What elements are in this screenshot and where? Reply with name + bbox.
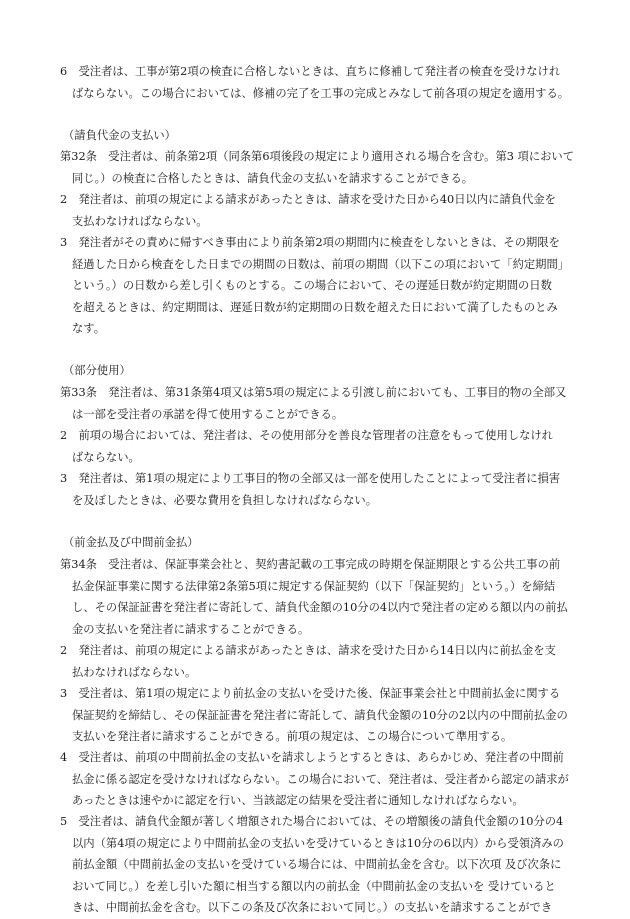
text-line: 受注者は、第1項の規定により前払金の支払いを受けた後、保証事業会社と中間前払金に関する (67, 687, 561, 700)
text-line: 前項の場合においては、発注者は、その使用部分を善良な管理者の注意をもって使用しなけれ (67, 429, 553, 442)
article-32-3 (60, 232, 575, 340)
text-line: 受注者は、請負代金額が著しく増額された場合においては、その増額後の請負代金額の10分の4 (67, 815, 564, 828)
article-34-3 (60, 683, 575, 748)
section-heading-33: （部分使用） (63, 364, 131, 377)
item-number: 3 (60, 236, 68, 249)
text-line: ばならない。 (72, 450, 140, 464)
article-number: 第33条 (60, 386, 97, 399)
text-line: を超えるときは、約定期間は、遅延日数が約定期間の日数を超えた日において満了したものとみ (72, 300, 558, 314)
article-32-2 (60, 189, 575, 232)
item-number: 6 (60, 65, 68, 78)
article-33-3 (60, 468, 575, 511)
item-number: 2 (60, 193, 68, 206)
text-line: 以内（第4項の規定により中間前払金の支払いを受けているときは10分の6以内）から受領済みの (72, 836, 564, 850)
item-number: 3 (60, 687, 68, 700)
text-line: を及ぼしたときは、必要な費用を負担しなければならない。 (72, 493, 378, 507)
text-line: 発注者は、前項の規定による請求があったときは、請求を受けた日から40日以内に請負代金を (67, 193, 556, 206)
article-34-2 (60, 640, 575, 683)
text-line: おいて同じ。）を差し引いた額に相当する額以内の前払金（中間前払金の支払いを 受けていると (72, 879, 556, 893)
text-line: 発注者がその責めに帰すべき事由により前条第2項の期間内に検査をしないときは、その期限を (67, 236, 560, 249)
article-number: 第32条 (60, 150, 97, 163)
section-heading-34: （前金払及び中間前金払） (63, 536, 199, 549)
text-line: きは、中間前払金を含む。以下この条及び次条において同じ。）の支払いを請求することができ (72, 901, 553, 914)
text-line: という。）の日数から差し引くものとする。この場合において、その遅延日数が約定期間の日数 (72, 279, 552, 292)
article-32-1 (60, 146, 575, 189)
text-line: 払わなければならない。 (72, 665, 197, 679)
article-number: 第34条 (60, 558, 97, 571)
text-line: は一部を受注者の承諾を得て使用することができる。 (72, 407, 344, 421)
paragraph-32-6 (60, 61, 575, 104)
text-line: し、その保証証書を発注者に寄託して、請負代金額の10分の4以内で発注者の定める額以内の前払 (72, 601, 568, 614)
text-line: 受注者は、前条第2項（同条第6項後段の規定により適用される場合を含む。第3 項において (96, 150, 575, 163)
article-34-5 (60, 811, 575, 919)
text-line: 受注者は、前項の中間前払金の支払いを請求しようとするときは、あらかじめ、発注者の中間前 (67, 751, 564, 764)
text-line: 支払いを発注者に請求することができる。前項の規定は、この場合について準用する。 (72, 730, 513, 743)
item-number: 5 (60, 815, 68, 828)
article-33-2 (60, 425, 575, 468)
item-number: 4 (60, 751, 68, 764)
text-line: なす。 (72, 322, 105, 335)
text-line: 経過した日から検査をした日までの期間の日数は、前項の期間（以下この項において「約定期間」 (72, 257, 570, 271)
item-number: 2 (60, 644, 68, 657)
text-line: 支払わなければならない。 (72, 214, 208, 228)
text-line: 払金保証事業に関する法律第2条第5項に規定する保証契約（以下「保証契約」という。）を締結 (72, 579, 556, 593)
text-line: ばならない。この場合においては、修補の完了を工事の完成とみなして前各項の規定を適用する。 (72, 86, 570, 100)
text-line: 受注者は、工事が第2項の検査に合格しないときは、直ちに修補して発注者の検査を受けなけれ (67, 65, 561, 78)
text-line: 払金に係る認定を受けなければならない。この場合において、発注者は、受注者から認定の請求が (72, 772, 569, 786)
text-line: あったときは速やかに認定を行い、当該認定の結果を受注者に通知しなければならない。 (72, 794, 524, 807)
text-line: 発注者は、第1項の規定により工事目的物の全部又は一部を使用したことによって受注者に損害 (67, 472, 561, 485)
article-34-1 (60, 554, 575, 640)
item-number: 2 (60, 429, 68, 442)
text-line: 金の支払いを発注者に請求することができる。 (72, 622, 310, 636)
section-heading-32: （請負代金の支払い） (63, 129, 176, 142)
article-34-4 (60, 747, 575, 812)
text-line: 受注者は、保証事業会社と、契約書記載の工事完成の時期を保証期限とする公共工事の前 (96, 558, 561, 571)
text-line: 発注者は、第31条第4項又は第5項の規定による引渡し前においても、工事目的物の全部又 (96, 386, 567, 399)
text-line: 同じ。）の検査に合格したときは、請負代金の支払いを請求することができる。 (72, 171, 474, 185)
article-33-1 (60, 382, 575, 425)
text-line: 発注者は、前項の規定による請求があったときは、請求を受けた日から14日以内に前払金を支 (67, 644, 556, 657)
text-line: 前払金額（中間前払金の支払いを受けている場合には、中間前払金を含む。以下次項 及び次条に (72, 858, 562, 871)
text-line: 保証契約を締結し、その保証証書を発注者に寄託して、請負代金額の10分の2以内の中間前払金の (72, 708, 568, 722)
item-number: 3 (60, 472, 68, 485)
